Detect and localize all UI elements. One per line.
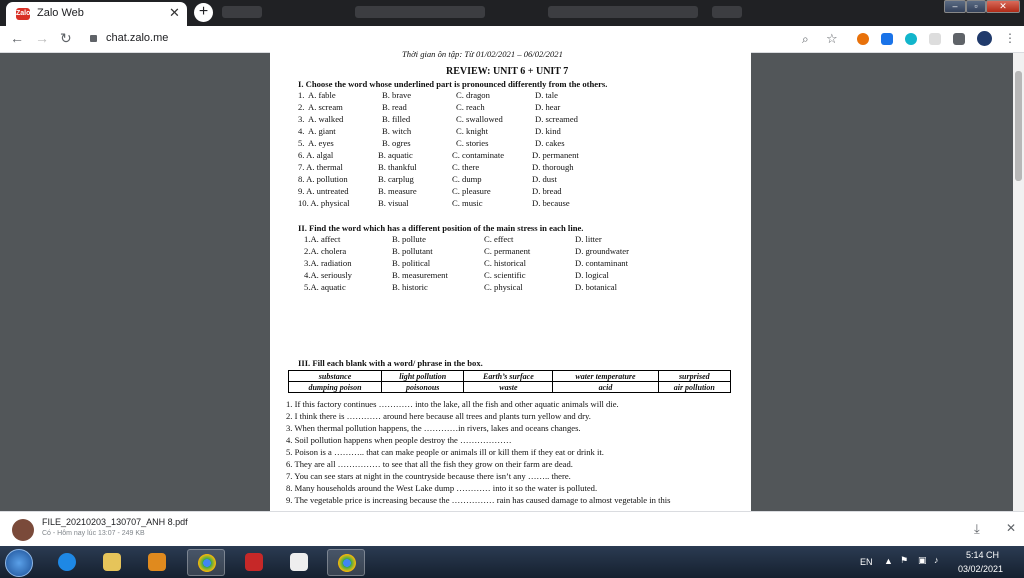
language-indicator[interactable]: EN bbox=[860, 557, 873, 567]
question-option: 10. A. physical bbox=[298, 198, 350, 208]
question-option: D. contaminant bbox=[575, 258, 628, 268]
question-option: D. cakes bbox=[535, 138, 565, 148]
extension-icon[interactable] bbox=[905, 33, 917, 45]
box-cell: dumping poison bbox=[289, 382, 382, 393]
fill-blank-line: 1. If this factory continues ………… into the lake, all the fish and other aquatic animals will die. bbox=[286, 399, 619, 409]
question-option: C. swallowed bbox=[456, 114, 503, 124]
section-3-heading: III. Fill each blank with a word/ phrase in the box. bbox=[298, 358, 483, 368]
question-option: D. permanent bbox=[532, 150, 579, 160]
fill-blank-line: 6. They are all …………… to see that all the fish they grow on their farm are dead. bbox=[286, 459, 573, 469]
question-option: B. filled bbox=[382, 114, 411, 124]
fill-blank-line: 8. Many households around the West Lake dump ………… into it so the water is polluted. bbox=[286, 483, 598, 493]
question-option: C. dump bbox=[452, 174, 482, 184]
folder-icon bbox=[103, 553, 121, 571]
cut-header: Thời gian ôn tập: Từ 01/02/2021 – 06/02/2021 bbox=[402, 49, 563, 59]
question-option: C. contaminate bbox=[452, 150, 505, 160]
question-option: 6. A. algal bbox=[298, 150, 334, 160]
media-icon bbox=[148, 553, 166, 571]
question-option: 3. bbox=[298, 114, 305, 124]
question-option: D. because bbox=[532, 198, 570, 208]
download-filename[interactable]: FILE_20210203_130707_ANH 8.pdf bbox=[42, 517, 188, 527]
question-option: B. measurement bbox=[392, 270, 448, 280]
fill-blank-line: 9. The vegetable price is increasing because the …………… rain has caused damage to almost vegetable in this bbox=[286, 495, 671, 505]
box-cell: acid bbox=[553, 382, 658, 393]
zalo-icon: Zalo bbox=[16, 8, 30, 20]
avatar[interactable] bbox=[977, 31, 992, 46]
taskbar-ie[interactable] bbox=[48, 549, 86, 576]
star-icon[interactable]: ☆ bbox=[826, 31, 838, 46]
question-option: C. historical bbox=[484, 258, 527, 268]
background-tab[interactable] bbox=[548, 6, 698, 18]
box-cell: Earth’s surface bbox=[464, 371, 553, 382]
taskbar-explorer[interactable] bbox=[93, 549, 131, 576]
question-option: 5. bbox=[298, 138, 305, 148]
box-cell: substance bbox=[289, 371, 382, 382]
chrome-icon bbox=[338, 554, 356, 572]
question-option: C. scientific bbox=[484, 270, 526, 280]
question-option: 2. bbox=[298, 102, 305, 112]
question-option: A. eyes bbox=[308, 138, 334, 148]
pdf-page bbox=[270, 45, 751, 525]
address-bar[interactable]: chat.zalo.me bbox=[106, 32, 169, 44]
question-option: 2.A. cholera bbox=[304, 246, 347, 256]
question-option: B. pollutant bbox=[392, 246, 433, 256]
section-2-heading: II. Find the word which has a different position of the main stress in each line. bbox=[298, 223, 584, 233]
question-option: C. permanent bbox=[484, 246, 531, 256]
question-option: B. pollute bbox=[392, 234, 426, 244]
question-option: C. physical bbox=[484, 282, 523, 292]
start-button[interactable] bbox=[5, 549, 33, 577]
file-avatar bbox=[12, 519, 34, 541]
question-option: D. hear bbox=[535, 102, 561, 112]
download-icon[interactable]: ⤓ bbox=[974, 521, 980, 536]
question-option: D. groundwater bbox=[575, 246, 629, 256]
box-cell: waste bbox=[464, 382, 553, 393]
download-bar bbox=[0, 511, 1024, 546]
fill-blank-line: 3. When thermal pollution happens, the …………in rivers, lakes and oceans changes. bbox=[286, 423, 581, 433]
question-option: D. botanical bbox=[575, 282, 617, 292]
question-option: 3.A. radiation bbox=[304, 258, 352, 268]
fill-blank-line: 5. Poison is a ……….. that can make people or animals ill or kill them if they eat or drink it. bbox=[286, 447, 604, 457]
question-option: A. walked bbox=[308, 114, 344, 124]
question-option: D. litter bbox=[575, 234, 602, 244]
close-window-button[interactable]: ✕ bbox=[986, 0, 1020, 13]
fill-blank-line: 2. I think there is ………… around here because all trees and plants turn yellow and dry. bbox=[286, 411, 591, 421]
tab-title: Zalo Web bbox=[37, 7, 84, 19]
flag-icon[interactable]: ⚑ bbox=[900, 555, 909, 565]
question-option: 8. A. pollution bbox=[298, 174, 348, 184]
question-option: 1. bbox=[298, 90, 305, 100]
tab-zalo-web[interactable] bbox=[6, 2, 187, 26]
box-cell: water temperature bbox=[553, 371, 658, 382]
question-option: B. read bbox=[382, 102, 407, 112]
garena-icon bbox=[245, 553, 263, 571]
question-option: A. fable bbox=[308, 90, 336, 100]
system-tray bbox=[858, 546, 1024, 578]
question-option: D. kind bbox=[535, 126, 561, 136]
taskbar-garena[interactable] bbox=[235, 549, 273, 576]
taskbar-unikey[interactable] bbox=[280, 549, 318, 576]
question-option: B. political bbox=[392, 258, 431, 268]
box-cell: light pollution bbox=[382, 371, 464, 382]
pdf-viewer[interactable] bbox=[0, 49, 1024, 511]
extension-icon[interactable] bbox=[881, 33, 893, 45]
tab-close-icon[interactable]: ✕ bbox=[169, 5, 180, 20]
question-option: D. thorough bbox=[532, 162, 574, 172]
puzzle-icon[interactable] bbox=[953, 33, 965, 45]
unikey-icon bbox=[290, 553, 308, 571]
clock-time[interactable]: 5:14 CH bbox=[966, 550, 1000, 560]
question-option: B. historic bbox=[392, 282, 428, 292]
question-option: 7. A. thermal bbox=[298, 162, 343, 172]
word-box bbox=[288, 370, 731, 393]
clock-date[interactable]: 03/02/2021 bbox=[958, 564, 1004, 574]
ie-icon bbox=[58, 553, 76, 571]
close-download-bar-icon[interactable]: ✕ bbox=[1006, 521, 1017, 535]
network-icon[interactable]: ▣ bbox=[918, 555, 927, 565]
box-cell: air pollution bbox=[658, 382, 730, 393]
question-option: C. there bbox=[452, 162, 480, 172]
chrome-icon bbox=[198, 554, 216, 572]
background-tab[interactable] bbox=[355, 6, 485, 18]
new-tab-button[interactable]: + bbox=[194, 3, 213, 22]
download-meta: Có - Hôm nay lúc 13:07 - 249 KB bbox=[42, 530, 145, 537]
background-tab[interactable] bbox=[712, 6, 742, 18]
scrollbar[interactable] bbox=[1013, 53, 1024, 511]
minimize-button[interactable]: – bbox=[944, 0, 966, 13]
background-tab[interactable] bbox=[222, 6, 262, 18]
question-option: D. bread bbox=[532, 186, 562, 196]
question-option: C. reach bbox=[456, 102, 485, 112]
taskbar-chrome-2[interactable] bbox=[327, 549, 365, 576]
section-1-heading: I. Choose the word whose underlined part is pronounced differently from the others. bbox=[298, 79, 608, 89]
question-option: C. pleasure bbox=[452, 186, 491, 196]
box-cell: poisonous bbox=[382, 382, 464, 393]
tray-expand-icon[interactable]: ▲ bbox=[884, 556, 893, 566]
question-option: B. ogres bbox=[382, 138, 411, 148]
question-option: 5.A. aquatic bbox=[304, 282, 346, 292]
question-option: A. giant bbox=[308, 126, 336, 136]
back-icon[interactable]: ← bbox=[10, 30, 24, 46]
question-option: C. dragon bbox=[456, 90, 490, 100]
question-option: B. visual bbox=[378, 198, 409, 208]
question-option: C. stories bbox=[456, 138, 489, 148]
question-option: 4.A. seriously bbox=[304, 270, 352, 280]
question-option: D. dust bbox=[532, 174, 557, 184]
question-option: B. carplug bbox=[378, 174, 414, 184]
maximize-button[interactable]: ▫ bbox=[966, 0, 986, 13]
lock-icon bbox=[90, 35, 97, 42]
question-option: D. logical bbox=[575, 270, 609, 280]
question-option: 4. bbox=[298, 126, 305, 136]
question-option: 9. A. untreated bbox=[298, 186, 349, 196]
box-cell: surprised bbox=[658, 371, 730, 382]
question-option: B. thankful bbox=[378, 162, 417, 172]
menu-icon[interactable]: ⋮ bbox=[1004, 31, 1016, 45]
forward-icon[interactable]: → bbox=[35, 30, 49, 46]
tab-strip bbox=[0, 0, 1024, 26]
search-icon[interactable]: ⌕ bbox=[802, 32, 809, 46]
question-option: C. music bbox=[452, 198, 483, 208]
question-option: 1.A. affect bbox=[304, 234, 341, 244]
question-option: C. knight bbox=[456, 126, 488, 136]
fill-blank-line: 4. Soil pollution happens when people destroy the ……………… bbox=[286, 435, 512, 445]
question-option: B. witch bbox=[382, 126, 412, 136]
extension-icon[interactable] bbox=[857, 33, 869, 45]
extension-icon[interactable] bbox=[929, 33, 941, 45]
question-option: C. effect bbox=[484, 234, 514, 244]
taskbar-media[interactable] bbox=[138, 549, 176, 576]
taskbar bbox=[0, 546, 1024, 578]
scrollbar-thumb[interactable] bbox=[1015, 71, 1022, 181]
volume-icon[interactable]: ♪ bbox=[934, 555, 939, 565]
question-option: B. measure bbox=[378, 186, 417, 196]
reload-icon[interactable]: ↻ bbox=[60, 30, 72, 46]
question-option: B. brave bbox=[382, 90, 412, 100]
question-option: D. screamed bbox=[535, 114, 578, 124]
question-option: B. aquatic bbox=[378, 150, 413, 160]
taskbar-chrome[interactable] bbox=[187, 549, 225, 576]
fill-blank-line: 7. You can see stars at night in the countryside because there isn’t any …….. there. bbox=[286, 471, 571, 481]
question-option: D. tale bbox=[535, 90, 558, 100]
doc-title: REVIEW: UNIT 6 + UNIT 7 bbox=[446, 66, 569, 77]
question-option: A. scream bbox=[308, 102, 343, 112]
